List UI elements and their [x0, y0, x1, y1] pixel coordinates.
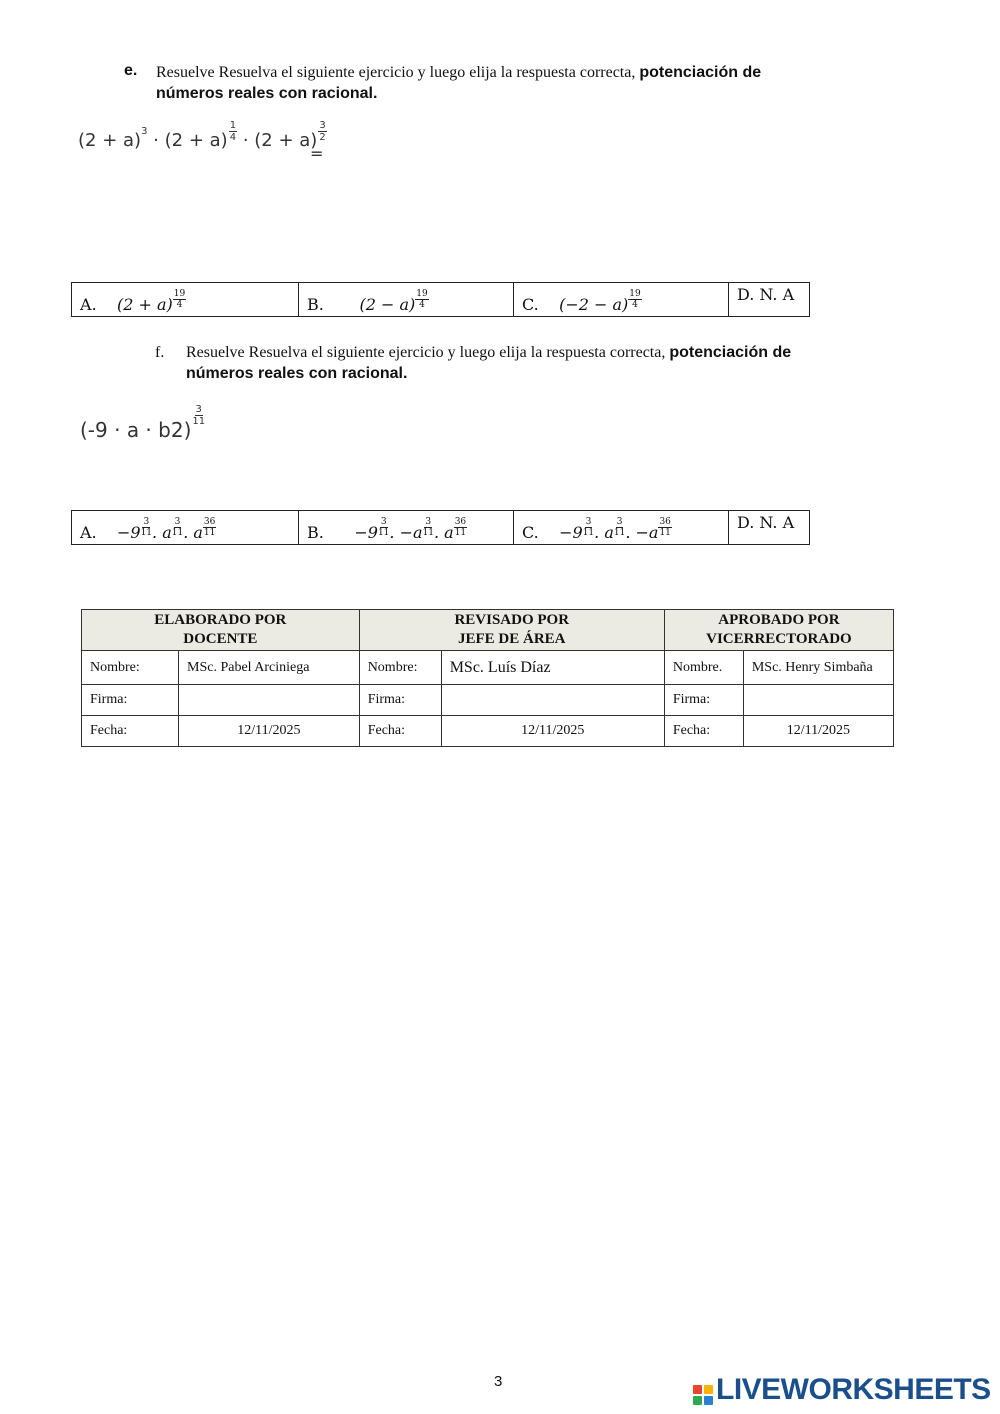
header-elaborado: ELABORADO POR DOCENTE [82, 610, 360, 651]
term-1: −9 [559, 523, 583, 542]
option-letter: C. [522, 295, 539, 314]
sign-label-2: Firma: [359, 685, 441, 716]
expr-base-3: (2 + a) [254, 130, 318, 151]
term-1-exp: $\frac{3}{11}$ [582, 517, 595, 538]
question-f-topic-line1: potenciación de [669, 344, 792, 361]
option-e-c[interactable] [514, 283, 729, 317]
option-f-b[interactable] [299, 511, 514, 545]
question-e-label: e. [124, 62, 138, 79]
logo-grid-icon [693, 1385, 713, 1405]
header-revisado: REVISADO POR JEFE DE ÁREA [359, 610, 664, 651]
term-3: . a [183, 523, 203, 542]
name-value-3: MSc. Henry Simbaña [743, 651, 893, 685]
option-letter: B. [307, 295, 324, 314]
term-3-exp: $\frac{36}{11}$ [203, 517, 216, 538]
expr-exp-3: $\frac{3}{2}$ [319, 120, 326, 143]
date-value-3: 12/11/2025 [743, 716, 893, 747]
term-2-exp: $\frac{3}{11}$ [171, 517, 184, 538]
option-expr: (−2 − a) [559, 295, 629, 314]
option-letter: D. N. A [737, 513, 795, 532]
question-f-instruction: Resuelve Resuelva el siguiente ejercicio y luego elija la respuesta correcta, [186, 344, 666, 361]
date-label-3: Fecha: [664, 716, 743, 747]
term-2-exp: $\frac{3}{11}$ [422, 517, 434, 538]
question-f-text [186, 342, 906, 384]
expr-base-1: (2 + a) [78, 130, 142, 151]
option-f-d[interactable] [729, 511, 810, 545]
sign-field-2[interactable] [441, 685, 664, 716]
option-expr: (2 + a) [116, 295, 173, 314]
option-letter: B. [307, 523, 324, 542]
option-e-d[interactable] [729, 283, 810, 317]
option-letter: C. [522, 523, 539, 542]
name-value-2: MSc. Luís Díaz [441, 651, 664, 685]
date-label-2: Fecha: [359, 716, 441, 747]
expr-dot-1: · [153, 130, 159, 151]
name-label-2: Nombre: [359, 651, 441, 685]
option-letter: A. [80, 295, 97, 314]
signature-table [81, 609, 894, 747]
option-letter: A. [80, 523, 97, 542]
sign-label-3: Firma: [664, 685, 743, 716]
header-aprobado: APROBADO POR VICERRECTORADO [664, 610, 893, 651]
question-f-label: f. [155, 344, 165, 361]
term-2: . −a [389, 523, 423, 542]
expr-exp-2: $\frac{1}{4}$ [229, 120, 237, 143]
question-e-topic-line2: números reales con racional. [156, 85, 378, 102]
date-value-1: 12/11/2025 [179, 716, 360, 747]
expr-exp-1: 3 [141, 126, 148, 137]
term-3-exp: $\frac{36}{11}$ [659, 517, 671, 538]
page-number: 3 [494, 1373, 503, 1390]
question-e-text [156, 62, 896, 104]
option-f-a[interactable] [72, 511, 299, 545]
term-2: . a [152, 523, 172, 542]
option-letter: D. N. A [737, 285, 795, 304]
expr-dot-2: · [242, 130, 249, 151]
term-1: −9 [116, 523, 141, 542]
liveworksheets-logo [693, 1373, 991, 1407]
option-e-b[interactable] [299, 283, 514, 317]
date-label-1: Fecha: [82, 716, 179, 747]
option-exp: $\frac{19}{4}$ [173, 289, 186, 310]
expr-base-2: (2 + a) [164, 130, 228, 151]
question-e-expression [78, 120, 327, 153]
name-label-3: Nombre. [664, 651, 743, 685]
term-3-exp: $\frac{36}{11}$ [454, 517, 467, 538]
question-f-expression [80, 404, 206, 442]
expr-base: (-9 · a · b2) [80, 418, 192, 442]
sign-field-1[interactable] [179, 685, 360, 716]
expr-exp: $\frac{3}{11}$ [192, 404, 206, 427]
term-2: . a [594, 523, 614, 542]
term-1-exp: $\frac{3}{11}$ [377, 517, 390, 538]
term-3: . −a [625, 523, 659, 542]
term-1-exp: $\frac{3}{11}$ [140, 517, 153, 538]
option-e-a[interactable] [72, 283, 299, 317]
term-3: . a [433, 523, 454, 542]
term-2-exp: $\frac{3}{11}$ [613, 517, 626, 538]
question-f-topic-line2: números reales con racional. [186, 365, 408, 382]
name-value-1: MSc. Pabel Arciniega [179, 651, 360, 685]
sign-field-3[interactable] [743, 685, 893, 716]
option-exp: $\frac{19}{4}$ [629, 289, 641, 310]
name-label-1: Nombre: [82, 651, 179, 685]
option-expr: (2 − a) [359, 295, 416, 314]
date-value-2: 12/11/2025 [441, 716, 664, 747]
question-e-equals: = [310, 144, 324, 163]
question-f-options [71, 510, 810, 545]
question-e-options [71, 282, 810, 317]
option-exp: $\frac{19}{4}$ [416, 289, 428, 310]
option-f-c[interactable] [514, 511, 729, 545]
question-e-instruction: Resuelve Resuelva el siguiente ejercicio y luego elija la respuesta correcta, [156, 64, 636, 81]
term-1: −9 [354, 523, 378, 542]
logo-text: LIVEWORKSHEETS [716, 1373, 991, 1406]
question-e-topic-line1: potenciación de [639, 64, 762, 81]
sign-label-1: Firma: [82, 685, 179, 716]
